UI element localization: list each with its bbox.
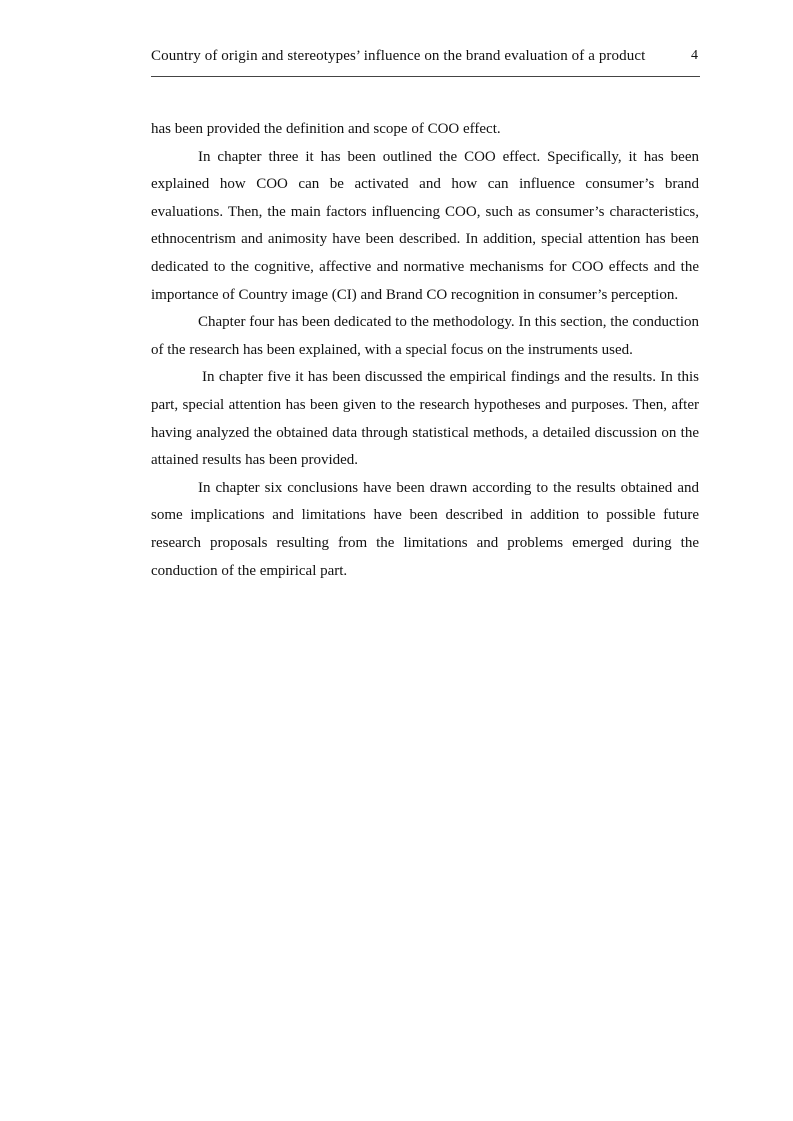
- running-header-title: Country of origin and stereotypes’ influence on the brand evaluation of a product: [151, 48, 646, 64]
- paragraph-chapter-five: In chapter five it has been discussed the empirical findings and the results. In this part, special attention has been given to the research hypotheses and purposes. Then, after having analyzed the obtained data through statistical methods, a detailed discussion on the attained results has been provided.: [151, 369, 699, 469]
- body-text: [151, 116, 699, 585]
- paragraph-continuation: has been provided the definition and scope of COO effect.: [151, 121, 501, 137]
- paragraph-chapter-four: Chapter four has been dedicated to the methodology. In this section, the conduction of the research has been explained, with a special focus on the instruments used.: [151, 314, 699, 358]
- paragraph-chapter-three: In chapter three it has been outlined the COO effect. Specifically, it has been explained how COO can be activated and how can influence consumer’s brand evaluations. Then, the main factors influencing COO, such as consumer’s characteristics, ethnocentrism and animosity have been described. In addition, special attention has been dedicated to the cognitive, affective and normative mechanisms for COO effects and the importance of Country image (CI) and Brand CO recognition in consumer’s perception.: [151, 148, 699, 303]
- paragraph-chapter-six: In chapter six conclusions have been drawn according to the results obtained and some implications and limitations have been described in addition to possible future research proposals resulting from the limitations and problems emerged during the conduction of the empirical part.: [151, 479, 699, 579]
- running-header: [151, 46, 700, 77]
- page-number: 4: [691, 48, 698, 63]
